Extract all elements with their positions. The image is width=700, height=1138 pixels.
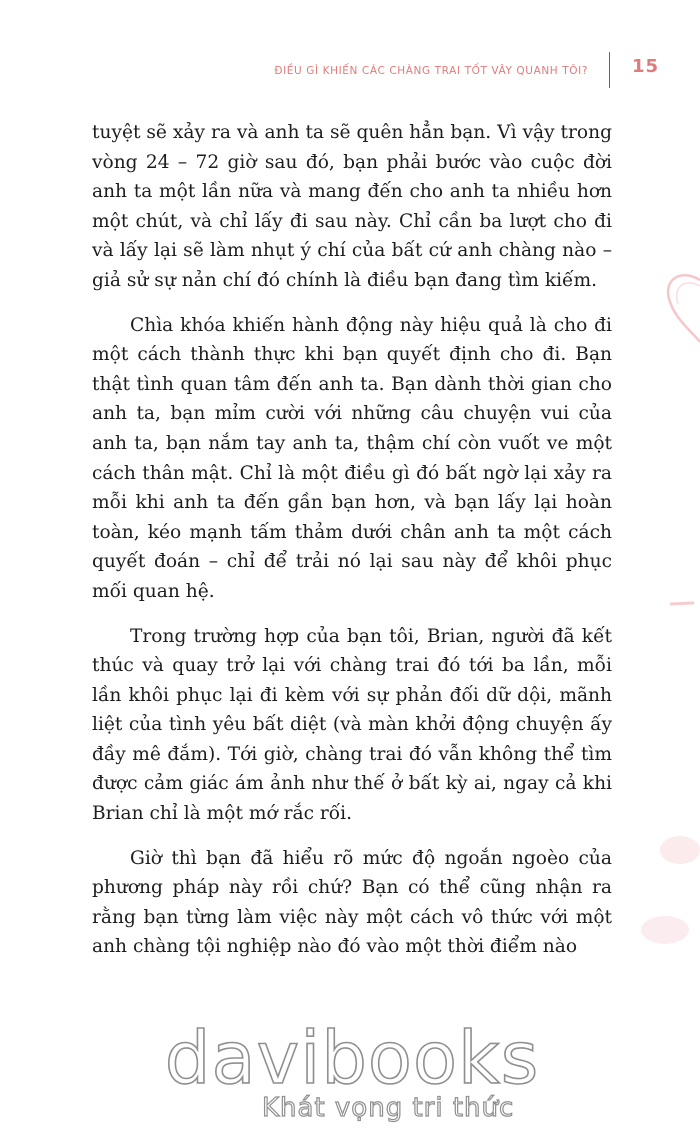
page-number: 15: [632, 56, 660, 77]
heart-decoration: [640, 250, 700, 370]
watermark-tagline: Khát vọng tri thức: [262, 1093, 515, 1123]
chapter-title: ĐIỀU GÌ KHIẾN CÁC CHÀNG TRAI TỐT VÂY QUANH TÔI?: [274, 65, 588, 77]
watermark-logo: davibooks: [164, 1016, 540, 1100]
paragraph: Giờ thì bạn đã hiểu rõ mức độ ngoắn ngoèo của phương pháp này rồi chứ? Bạn có thể cũng nhận ra rằng bạn từng làm việc này một cách vô thức với một anh chàng tội nghiệp nào đó vào một thời điểm nào: [92, 847, 612, 958]
page-body: [92, 118, 612, 977]
pink-dash-decoration: [668, 598, 698, 610]
paragraph: Trong trường hợp của bạn tôi, Brian, người đã kết thúc và quay trở lại với chàng trai đó tới ba lần, mỗi lần khôi phục lại đi kèm với sự phản đối dữ dội, mãnh liệt của tình yêu bất diệt (và màn khởi động chuyện ấy đầy mê đắm). Tới giờ, chàng trai đó vẫn không thể tìm được cảm giác ám ảnh như thế ở bất kỳ ai, ngay cả khi Brian chỉ là một mớ rắc rối.: [92, 625, 612, 825]
pink-texture-decoration: [610, 820, 700, 950]
paragraph: Chìa khóa khiến hành động này hiệu quả là cho đi một cách thành thực khi bạn quyết định cho đi. Bạn thật tình quan tâm đến anh ta. Bạn dành thời gian cho anh ta, bạn mỉm cười với những câu chuyện vui của anh ta, bạn nắm tay anh ta, thậm chí còn vuốt ve một cách thân mật. Chỉ là một điều gì đó bất ngờ lại xảy ra mỗi khi anh ta đến gần bạn hơn, và bạn lấy lại hoàn toàn, kéo mạnh tấm thảm dưới chân anh ta một cách quyết đoán – chỉ để trải nó lại sau này để khôi phục mối quan hệ.: [92, 314, 612, 602]
running-header: [0, 52, 700, 92]
paragraph: tuyệt sẽ xảy ra và anh ta sẽ quên hẳn bạn. Vì vậy trong vòng 24 – 72 giờ sau đó, bạn phải bước vào cuộc đời anh ta một lần nữa và mang đến cho anh ta nhiều hơn một chút, và chỉ lấy đi sau này. Chỉ cần ba lượt cho đi và lấy lại sẽ làm nhụt ý chí của bất cứ anh chàng nào – giả sử sự nản chí đó chính là điều bạn đang tìm kiếm.: [92, 122, 612, 291]
header-divider: [609, 52, 610, 88]
